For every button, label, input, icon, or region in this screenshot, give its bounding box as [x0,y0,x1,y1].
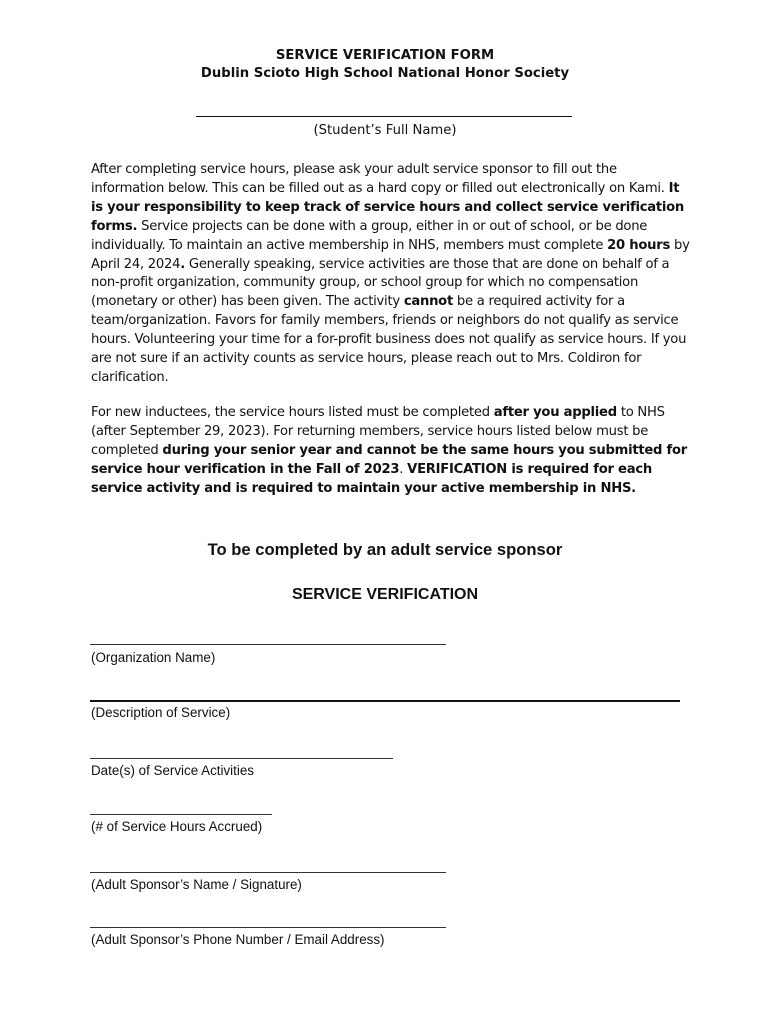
eligibility-paragraph [91,404,691,499]
service-hours-field[interactable] [90,814,272,815]
required-hours-emphasis: 20 hours [607,237,671,253]
instructions-paragraph [91,161,691,388]
instructions-text: After completing service hours, please ask your adult service sponsor to fill out the information below. This can be filled out as a hard copy or filled out electronically on Kami. [91,162,669,196]
after-applied-emphasis: after you applied [493,405,617,420]
sponsor-heading: To be completed by an adult service sponsor [207,540,563,559]
sponsor-contact-label: (Adult Sponsor’s Phone Number / Email Address) [91,932,385,947]
instructions-text: Service projects can be done with a group, either in or out of school, or be done individually. To maintain an active membership in NHS, members must complete [91,218,648,253]
instructions-text: Generally speaking, service activities are those that are done on behalf of a non-profit organization, community group, or school group for which no compensation (monetary or other) has been given. The activity [91,256,670,310]
organization-name-field[interactable] [90,644,446,645]
form-title: SERVICE VERIFICATION FORM [275,48,495,63]
senior-year-emphasis: during your senior year and cannot be the same hours you submitted for service hour verification in the Fall of 2023 [91,442,688,477]
service-dates-field[interactable] [90,758,393,759]
service-hours-label: (# of Service Hours Accrued) [91,819,263,834]
cannot-emphasis: cannot [403,294,453,310]
instructions-text: be a required activity for a team/organization. Favors for family members, friends or neighbors do not qualify as service hours. Volunteering your time for a for-profit business does not qualify as service hours. If you are not sure if an activity counts as service hours, please reach out to Mrs. Coldiron for clarification. [91,294,687,385]
eligibility-text: . [399,461,408,477]
sponsor-signature-field[interactable] [90,872,446,873]
verification-required-emphasis: VERIFICATION is required for each service activity and is required to maintain your active membership in NHS. [91,461,652,496]
service-description-field[interactable] [90,700,680,702]
responsibility-emphasis: It is your responsibility to keep track of service hours and collect service verification forms. [91,180,685,234]
deadline-period: . [180,256,185,272]
verification-heading: SERVICE VERIFICATION [291,586,479,603]
eligibility-text: to NHS (after September 29, 2023). For returning members, service hours listed below must be completed [91,405,665,458]
sponsor-signature-label: (Adult Sponsor’s Name / Signature) [91,877,302,892]
service-description-label: (Description of Service) [91,705,231,720]
sponsor-contact-field[interactable] [90,927,446,928]
service-dates-label: Date(s) of Service Activities [91,763,254,778]
student-name-line[interactable] [196,116,572,117]
eligibility-text: For new inductees, the service hours listed must be completed [91,405,494,420]
form-subtitle: Dublin Scioto High School National Honor Society [200,66,570,81]
organization-name-label: (Organization Name) [91,650,216,665]
deadline-text: by April 24, 2024 [91,237,690,272]
student-name-caption: (Student’s Full Name) [313,123,457,138]
